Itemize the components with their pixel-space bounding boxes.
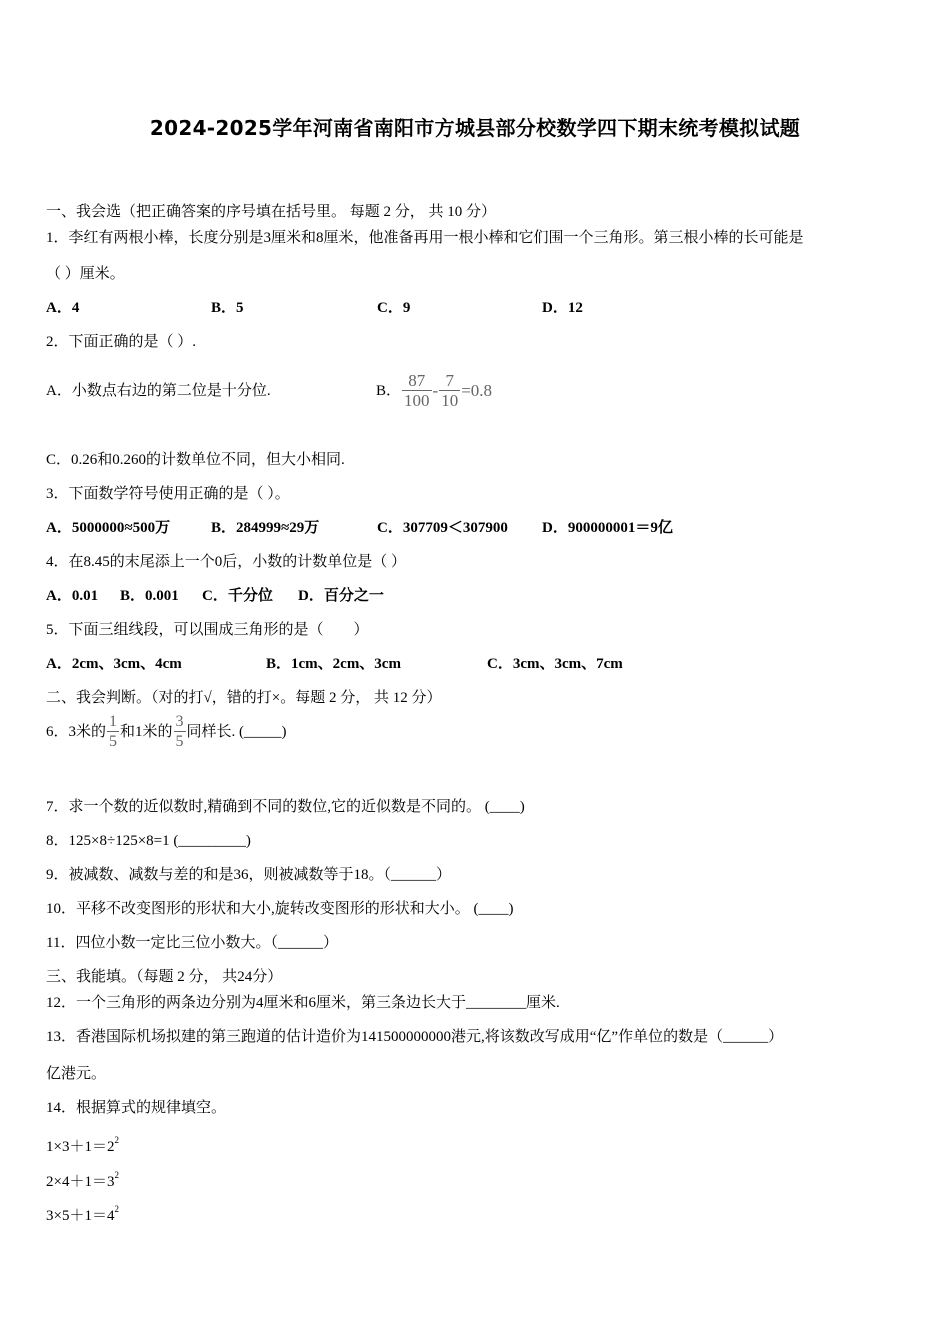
- q3-option-b: B．284999≈29万: [211, 520, 320, 536]
- q9: 9．被减数、减数与差的和是36，则被减数等于18。（______）: [46, 867, 452, 883]
- q6-frac1-numerator: 1: [109, 713, 118, 730]
- q5-stem: 5．下面三组线段，可以围成三角形的是（ ）: [46, 622, 369, 638]
- q6-middle: 和1米的: [120, 724, 173, 740]
- q2-fraction-7-10: [439, 372, 460, 410]
- section-3-header: 三、我能填。（每题 2 分， 共24分）: [46, 969, 283, 985]
- q2-minus-sign: -: [432, 381, 439, 400]
- q2-fraction-87-100: [402, 372, 432, 410]
- q1-option-b: B．5: [211, 300, 244, 316]
- q3-option-d: D．900000001＝9亿: [542, 520, 673, 536]
- q2-option-a: A．小数点右边的第二位是十分位.: [46, 383, 271, 399]
- section-1-header: 一、我会选（把正确答案的序号填在括号里。 每题 2 分， 共 10 分）: [46, 204, 497, 220]
- q2-frac2-denominator: 10: [441, 391, 459, 410]
- q14-eq2-base: 2×4＋1＝3: [46, 1174, 115, 1190]
- q2-frac1-numerator: 87: [408, 371, 426, 390]
- q8: 8．125×8÷125×8=1 (_________): [46, 833, 251, 849]
- q7: 7．求一个数的近似数时,精确到不同的数位,它的近似数是不同的。 (____): [46, 799, 525, 815]
- q2-result: =0.8: [461, 381, 493, 400]
- q6-line: [46, 713, 287, 751]
- q4-option-c: C．千分位: [202, 588, 273, 604]
- q13-line2: 亿港元。: [46, 1066, 107, 1082]
- q2-stem: 2．下面正确的是（ ）.: [46, 334, 197, 350]
- q4-option-a: A．0.01: [46, 588, 99, 604]
- q3-option-c: C．307709＜307900: [377, 520, 508, 536]
- q2-option-b-label: B．: [376, 383, 402, 399]
- q14-eq3-base: 3×5＋1＝4: [46, 1208, 115, 1224]
- q14-equation-1: [46, 1130, 119, 1157]
- q5-option-c: C．3cm、3cm、7cm: [487, 656, 623, 672]
- q14-eq1-exponent: 2: [114, 1135, 119, 1145]
- q5-options: [46, 654, 623, 674]
- q14-equation-2: [46, 1165, 119, 1192]
- q14-eq3-exponent: 2: [114, 1204, 119, 1214]
- q14-eq2-exponent: 2: [114, 1170, 119, 1180]
- q3-stem: 3．下面数学符号使用正确的是（ ）。: [46, 486, 290, 502]
- q3-option-a: A．5000000≈500万: [46, 520, 171, 536]
- q5-option-a: A．2cm、3cm、4cm: [46, 656, 182, 672]
- q6-frac2-numerator: 3: [175, 713, 184, 730]
- page-title: 2024-2025学年河南省南阳市方城县部分校数学四下期末统考模拟试题: [149, 116, 801, 140]
- q2-options-row: [46, 372, 492, 410]
- q6-suffix: 同样长. (_____): [186, 724, 287, 740]
- q12: 12．一个三角形的两条边分别为4厘米和6厘米，第三条边长大于________厘米.: [46, 995, 560, 1011]
- q1-option-a: A．4: [46, 300, 80, 316]
- q6-frac1-denominator: 5: [109, 733, 118, 750]
- q2-option-c: C．0.26和0.260的计数单位不同，但大小相同.: [46, 452, 345, 468]
- q3-options: [46, 518, 673, 538]
- q1-stem-line1: 1．李红有两根小棒，长度分别是3厘米和8厘米，他准备再用一根小棒和它们围一个三角形。第三根小棒的长可能是: [46, 230, 804, 246]
- q5-option-b: B．1cm、2cm、3cm: [266, 656, 401, 672]
- section-2-header: 二、我会判断。（对的打√，错的打×。每题 2 分， 共 12 分）: [46, 690, 442, 706]
- q4-stem: 4．在8.45的末尾添上一个0后，小数的计数单位是（ ）: [46, 554, 407, 570]
- q14-equation-3: [46, 1199, 119, 1226]
- q2-frac1-denominator: 100: [404, 391, 430, 410]
- q14-eq1-base: 1×3＋1＝2: [46, 1139, 115, 1155]
- q4-option-b: B．0.001: [120, 588, 179, 604]
- q10: 10．平移不改变图形的形状和大小,旋转改变图形的形状和大小。 (____): [46, 901, 514, 917]
- q1-stem-line2: （ ）厘米。: [46, 266, 125, 282]
- q1-option-c: C．9: [377, 300, 411, 316]
- q13-line1: 13．香港国际机场拟建的第三跑道的估计造价为141500000000港元,将该数改写成用“亿”作单位的数是（______）: [46, 1029, 784, 1045]
- q6-fraction-1-5: [107, 713, 119, 751]
- q11: 11．四位小数一定比三位小数大。（______）: [46, 935, 338, 951]
- q1-options: [46, 298, 583, 318]
- q6-prefix: 6．3米的: [46, 724, 107, 740]
- q4-option-d: D．百分之一: [298, 588, 384, 604]
- q2-frac2-numerator: 7: [445, 371, 454, 390]
- q1-option-d: D．12: [542, 300, 583, 316]
- q14-stem: 14．根据算式的规律填空。: [46, 1100, 227, 1116]
- q4-options: [46, 586, 384, 606]
- q6-frac2-denominator: 5: [175, 733, 184, 750]
- q6-fraction-3-5: [174, 713, 186, 751]
